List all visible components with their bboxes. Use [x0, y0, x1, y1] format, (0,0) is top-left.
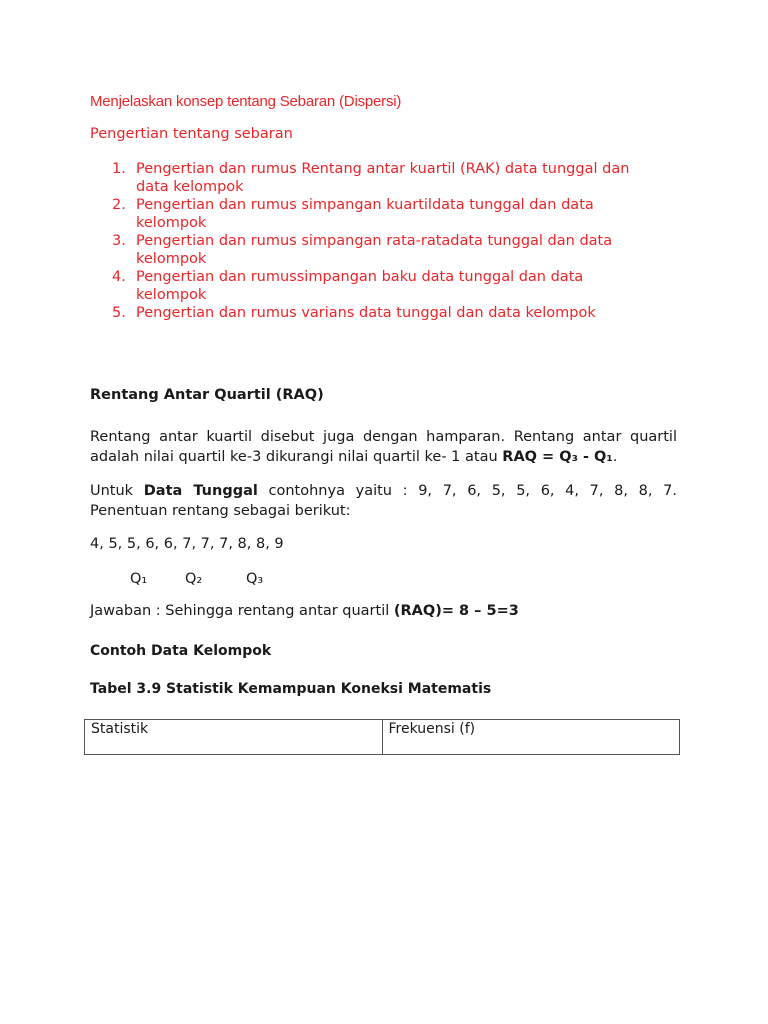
answer-line	[90, 603, 519, 619]
example-line2: Penentuan rentang sebagai berikut:	[90, 503, 351, 519]
list-number: 5.	[112, 305, 126, 321]
example-intro: Untuk	[90, 483, 144, 499]
statistics-table	[84, 719, 680, 755]
list-item	[90, 268, 650, 304]
list-text: Pengertian dan rumus simpangan rata-ratadata tunggal dan data kelompok	[136, 233, 613, 267]
definition-text: Rentang antar kuartil disebut juga dengan hamparan. Rentang antar quartil adalah nilai quartil ke-3 dikurangi nilai quartil ke- 1 atau	[90, 429, 677, 465]
example-line	[90, 481, 677, 501]
quartile-markers	[90, 571, 390, 591]
definition-end: .	[612, 449, 618, 465]
sorted-sequence: 4, 5, 5, 6, 6, 7, 7, 7, 8, 8, 9	[90, 536, 284, 552]
table-row	[85, 720, 680, 755]
list-text: Pengertian dan rumus Rentang antar kuartil (RAK) data tunggal dan data kelompok	[136, 161, 630, 195]
topic-list	[90, 160, 650, 322]
intro-subtitle: Pengertian tentang sebaran	[90, 126, 293, 142]
list-number: 3.	[112, 233, 126, 249]
intro-title: Menjelaskan konsep tentang Sebaran (Dispersi)	[90, 93, 402, 110]
section-heading: Rentang Antar Quartil (RAQ)	[90, 387, 324, 403]
list-number: 2.	[112, 197, 126, 213]
list-item	[90, 232, 650, 268]
list-number: 4.	[112, 269, 126, 285]
answer-text: Jawaban : Sehingga rentang antar quartil	[90, 603, 394, 619]
definition-paragraph	[90, 427, 677, 467]
table-caption: Tabel 3.9 Statistik Kemampuan Koneksi Matematis	[90, 681, 492, 697]
list-text: Pengertian dan rumussimpangan baku data tunggal dan data kelompok	[136, 269, 584, 303]
list-text: Pengertian dan rumus varians data tunggal dan data kelompok	[136, 305, 596, 321]
example-paragraph	[90, 481, 677, 521]
data-tunggal-label: Data Tunggal	[143, 483, 258, 499]
quartile-1-label: Q₁	[130, 571, 148, 587]
list-text: Pengertian dan rumus simpangan kuartildata tunggal dan data kelompok	[136, 197, 594, 231]
quartile-3-label: Q₃	[246, 571, 264, 587]
list-item	[90, 304, 650, 322]
quartile-2-label: Q₂	[185, 571, 203, 587]
list-item	[90, 160, 650, 196]
list-number: 1.	[112, 161, 126, 177]
answer-result: (RAQ)= 8 – 5=3	[393, 603, 519, 619]
raq-formula: RAQ = Q₃ - Q₁	[502, 449, 613, 465]
example-values: contohnya yaitu : 9, 7, 6, 5, 5, 6, 4, 7, 8, 8, 7.	[257, 483, 678, 499]
group-data-heading: Contoh Data Kelompok	[90, 643, 272, 659]
table-header-frekuensi: Frekuensi (f)	[382, 720, 680, 755]
table-header-statistik: Statistik	[85, 720, 383, 755]
list-item	[90, 196, 650, 232]
